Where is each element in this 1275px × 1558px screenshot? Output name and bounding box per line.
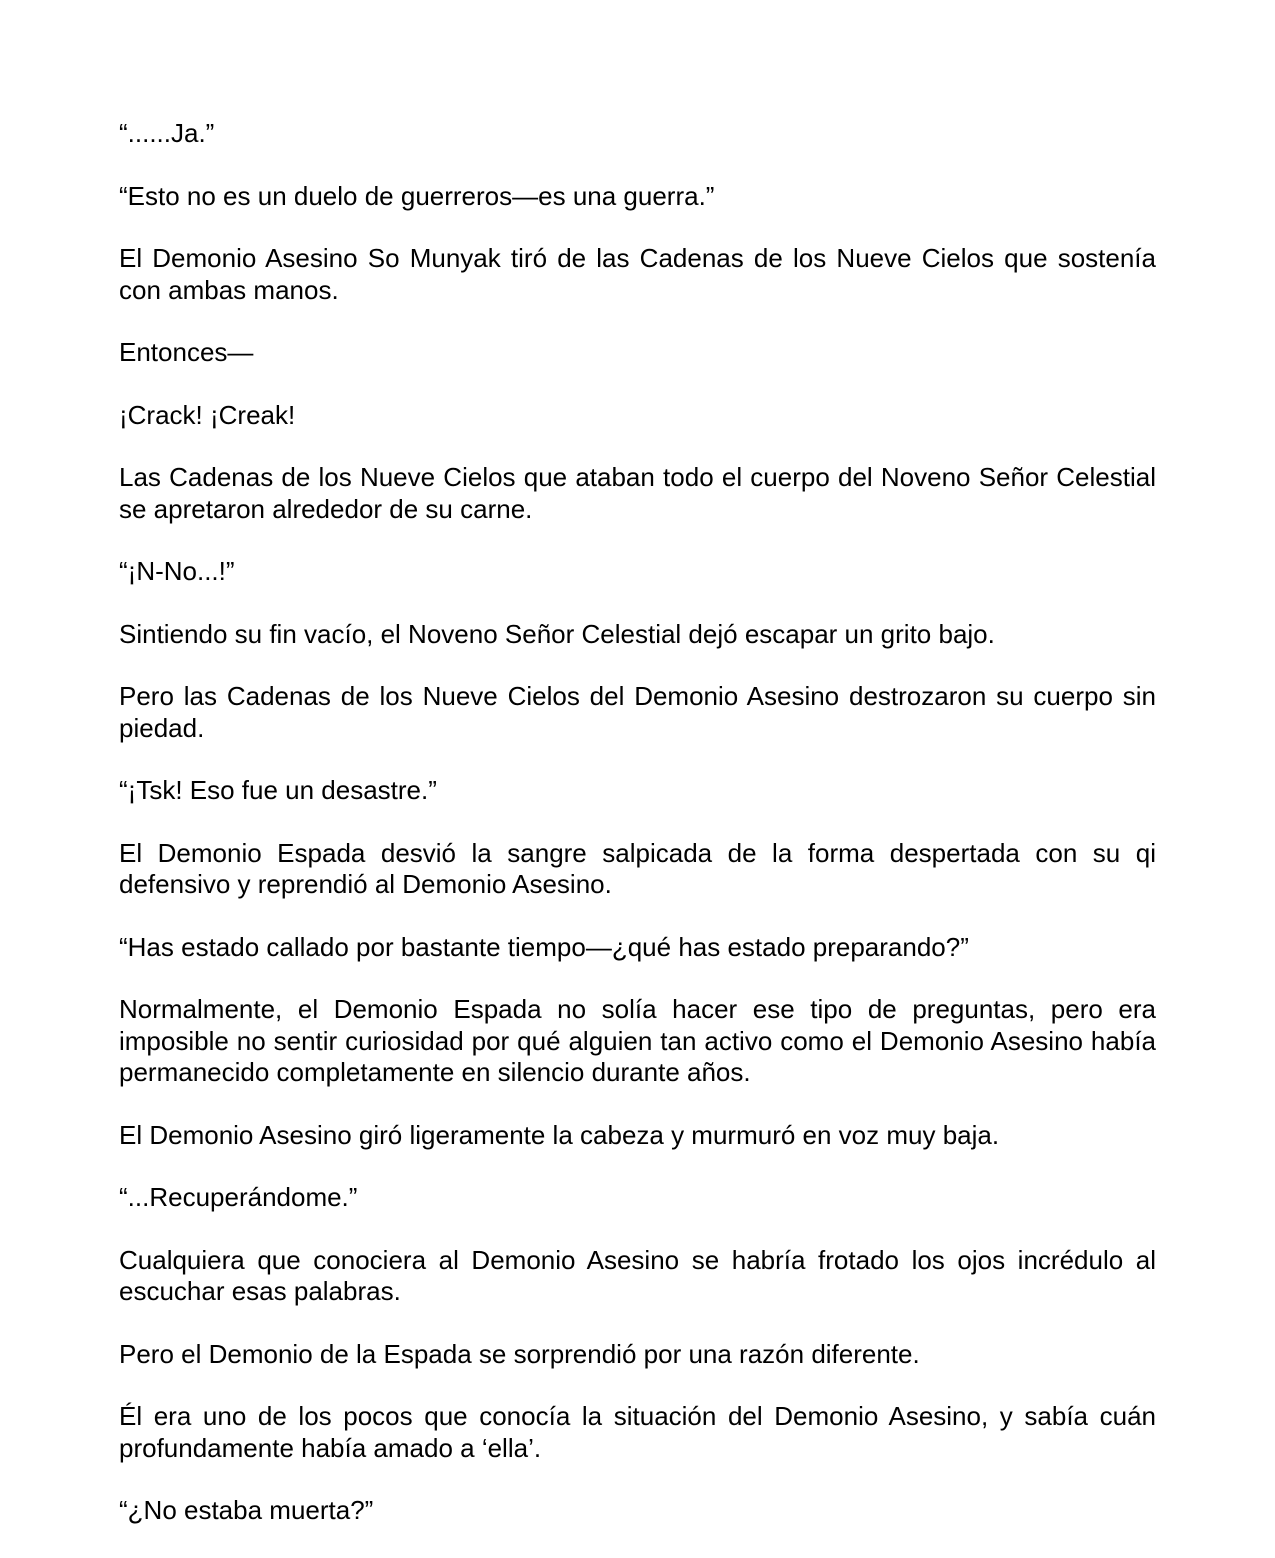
paragraph: “Has estado callado por bastante tiempo—¿qué has estado preparando?” — [119, 931, 969, 962]
paragraph: El Demonio Espada desvió la sangre salpicada de la forma despertada con su qi defensivo y reprendió al Demonio Asesino. — [119, 837, 1156, 899]
paragraph: Pero las Cadenas de los Nueve Cielos del Demonio Asesino destrozaron su cuerpo sin piedad. — [119, 681, 1156, 743]
paragraph: ¡Crack! ¡Creak! — [119, 399, 296, 430]
paragraph: “...Recuperándome.” — [119, 1182, 358, 1212]
paragraph: El Demonio Asesino giró ligeramente la cabeza y murmuró en voz muy baja. — [119, 1119, 1000, 1150]
paragraph: Pero el Demonio de la Espada se sorprendió por una razón diferente. — [119, 1338, 920, 1369]
paragraph: “Esto no es un duelo de guerreros—es una guerra.” — [119, 180, 715, 211]
paragraph: Él era uno de los pocos que conocía la situación del Demonio Asesino, y sabía cuán profundamente había amado a ‘ella’. — [119, 1401, 1156, 1463]
paragraph: Entonces— — [119, 337, 254, 367]
paragraph: Cualquiera que conociera al Demonio Asesino se habría frotado los ojos incrédulo al escuchar esas palabras. — [119, 1244, 1156, 1306]
paragraph: Normalmente, el Demonio Espada no solía hacer ese tipo de preguntas, pero era imposible no sentir curiosidad por qué alguien tan activo como el Demonio Asesino había permanecido completamente en silencio durante años. — [119, 994, 1156, 1087]
paragraph: “¡Tsk! Eso fue un desastre.” — [119, 775, 437, 805]
paragraph: “......Ja.” — [119, 118, 215, 148]
paragraph: El Demonio Asesino So Munyak tiró de las Cadenas de los Nueve Cielos que sostenía con ambas manos. — [119, 243, 1156, 305]
paragraph: “¡N-No...!” — [119, 556, 235, 586]
paragraph: Las Cadenas de los Nueve Cielos que ataban todo el cuerpo del Noveno Señor Celestial se apretaron alrededor de su carne. — [119, 462, 1156, 524]
paragraph: Sintiendo su fin vacío, el Noveno Señor Celestial dejó escapar un grito bajo. — [119, 618, 995, 649]
document-body — [119, 118, 1156, 1558]
paragraph: “¿No estaba muerta?” — [119, 1495, 374, 1525]
